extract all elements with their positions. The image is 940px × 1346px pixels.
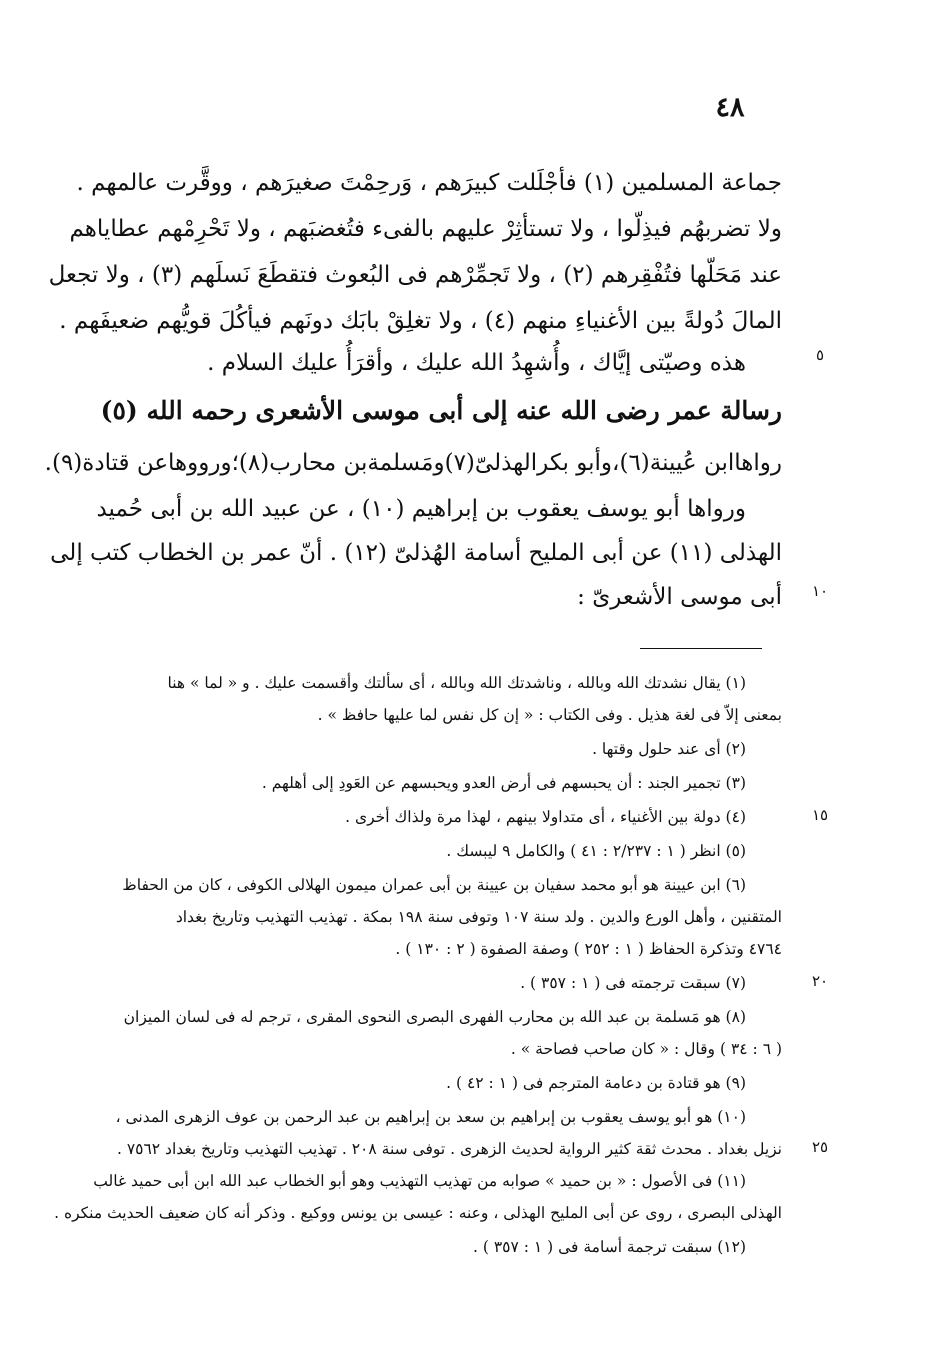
- footnote-line: (٧) سبقت ترجمته فى ( ١ : ٣٥٧ ) .: [520, 974, 746, 992]
- footnote-line: (١) يقال نشدتك الله وبالله ، وناشدتك الله وبالله ، أى سألتك وأقسمت عليك . و « لما » هنا: [167, 674, 746, 692]
- main-line: عند مَحَلّها فتُفْقِرهم (٢) ، ولا تَجمِّرْهم فى البُعوث فتقطَعَ نَسلَهم (٣) ، ولا تجعل: [48, 262, 782, 288]
- footnote-line: بمعنى إلاّ فى لغة هذيل . وفى الكتاب : « إن كل نفس لما عليها حافظ » .: [317, 706, 782, 724]
- line-number: ٢٠: [811, 972, 829, 990]
- footnote-line: (٣) تجمير الجند : أن يحبسهم فى أرض العدو ويحبسهم عن العَودِ إلى أهلهم .: [261, 774, 746, 792]
- footnote-line: ( ٦ : ٣٤ ) وقال : « كان صاحب فصاحة » .: [510, 1040, 782, 1058]
- footnote-line: (١٢) سبقت ترجمة أسامة فى ( ١ : ٣٥٧ ) .: [473, 1238, 746, 1256]
- line-number: ٢٥: [811, 1138, 829, 1156]
- line-number: ١٠: [811, 582, 829, 600]
- main-line: الهذلى (١١) عن أبى المليح أسامة الهُذلىّ (١٢) . أنّ عمر بن الخطاب كتب إلى: [50, 540, 782, 566]
- footnote-separator: [640, 648, 762, 649]
- footnote-line: الهذلى البصرى ، روى عن أبى المليح الهذلى ، وعنه : عيسى بن يونس ووكيع . وذكر أنه كان ضعيف الحديث منكره .: [54, 1204, 782, 1222]
- footnote-line: ٤٧٦٤ وتذكرة الحفاظ ( ١ : ٢٥٢ ) وصفة الصفوة ( ٢ : ١٣٠ ) .: [395, 940, 782, 958]
- main-line: أبى موسى الأشعرىّ :: [577, 584, 782, 610]
- footnote-line: (٩) هو قتادة بن دعامة المترجم فى ( ١ : ٤٢ ) .: [446, 1074, 746, 1092]
- main-line: رواهاابن عُيينة(٦)،وأبو بكرالهذلىّ(٧)ومَسلمةبن محارب(٨)؛ورووهاعن قتادة(٩).: [44, 450, 782, 476]
- footnote-line: (٥) انظر ( ١ : ٢/٢٣٧ : ٤١ ) والكامل ٩ ليبسك .: [446, 842, 746, 860]
- footnote-line: (٤) دولة بين الأغنياء ، أى متداولا بينهم ، لهذا مرة ولذاك أخرى .: [345, 808, 746, 826]
- main-line: هذه وصيّتى إيَّاك ، وأُشهِدُ الله عليك ، وأقرَأُ عليك السلام .: [207, 350, 746, 376]
- footnote-line: (٨) هو مَسلمة بن عبد الله بن محارب الفهرى البصرى النحوى المقرى ، ترجم له فى لسان الميزان: [123, 1008, 746, 1026]
- footnote-line: نزيل بغداد . محدث ثقة كثير الرواية لحديث الزهرى . توفى سنة ٢٠٨ . تهذيب التهذيب وتاريخ بغداد ٧٥٦٢ .: [116, 1140, 782, 1158]
- line-number: ١٥: [811, 806, 829, 824]
- footnote-line: المتقنين ، وأهل الورع والدين . ولد سنة ١٠٧ وتوفى سنة ١٩٨ بمكة . تهذيب التهذيب وتاريخ بغداد: [175, 908, 782, 926]
- main-line: ورواها أبو يوسف يعقوب بن إبراهيم (١٠) ، عن عبيد الله بن أبى حُميد: [96, 496, 746, 522]
- line-number: ٥: [815, 346, 825, 364]
- main-line: ولا تضربهُم فيذِلّوا ، ولا تستأثِرْ عليهم بالفىء فتُغضبَهم ، ولا تَحْرِمْهم عطاياهم: [69, 216, 782, 242]
- page-number: ٤٨: [715, 92, 745, 123]
- section-heading: رسالة عمر رضى الله عنه إلى أبى موسى الأشعرى رحمه الله (٥): [100, 396, 782, 425]
- footnote-line: (٦) ابن عيينة هو أبو محمد سفيان بن عيينة بن أبى عمران ميمون الهلالى الكوفى ، كان من الحفاظ: [122, 876, 746, 894]
- main-line: جماعة المسلمين (١) فأجْلَلت كبيرَهم ، وَرحِمْتَ صغيرَهم ، ووقَّرت عالمهم .: [76, 170, 782, 196]
- footnote-line: (٢) أى عند حلول وقتها .: [592, 740, 746, 758]
- footnote-line: (١١) فى الأصول : « بن حميد » صوابه من تهذيب التهذيب وهو أبو الخطاب عبد الله ابن أبى حميد غالب: [93, 1172, 746, 1190]
- footnote-line: (١٠) هو أبو يوسف يعقوب بن إبراهيم بن سعد بن إبراهيم بن عبد الرحمن بن عوف الزهرى المدنى ،: [115, 1108, 746, 1126]
- main-line: المالَ دُولةً بين الأغنياءِ منهم (٤) ، ولا تغلِقْ بابَك دونَهم فيأكُلَ قويُّهم ضعيفَهم .: [59, 308, 782, 334]
